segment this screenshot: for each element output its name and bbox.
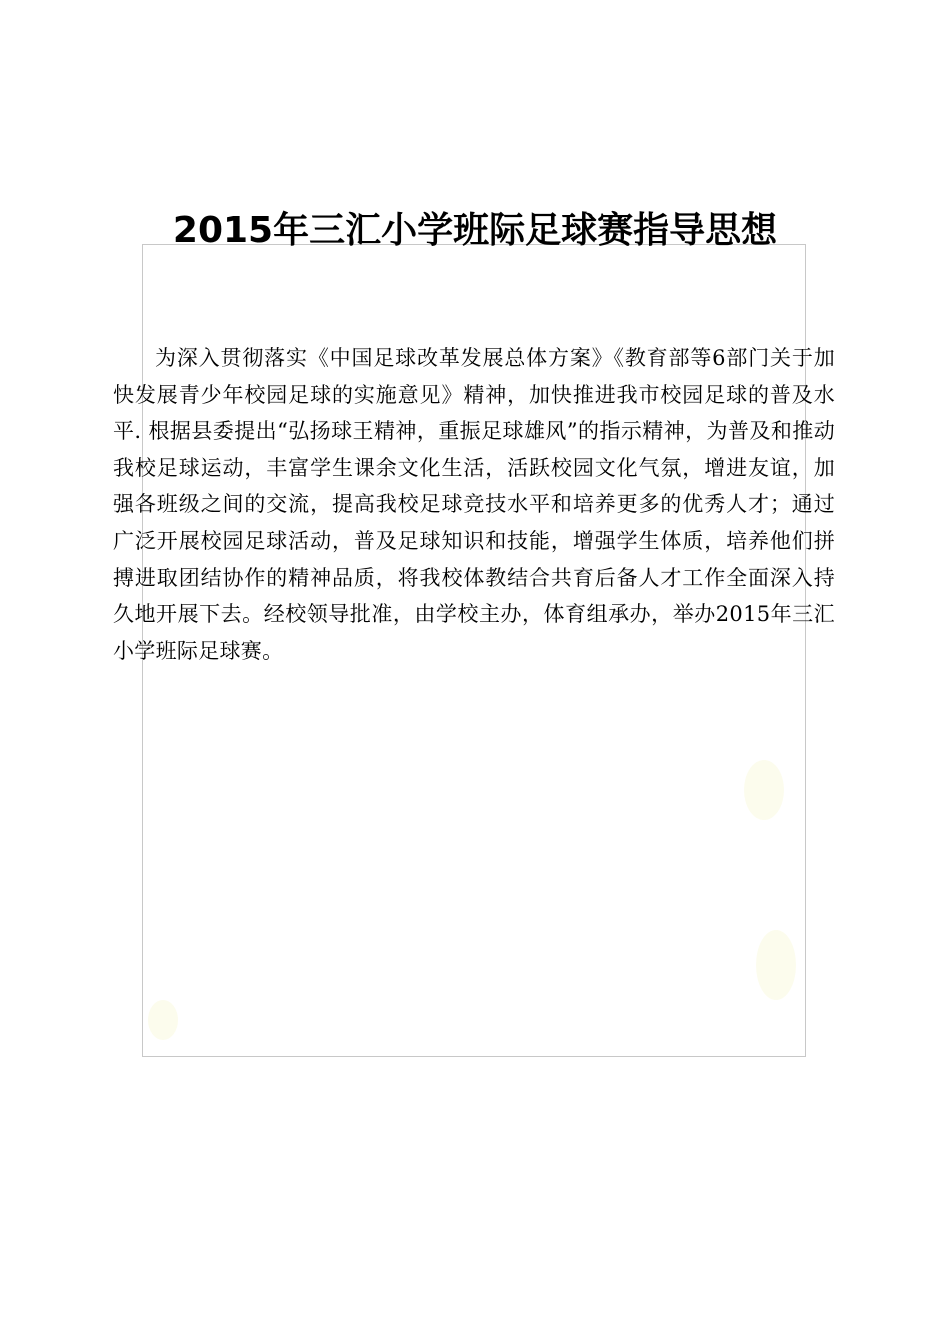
background-watermark	[756, 930, 796, 1000]
body-paragraph: 为深入贯彻落实《中国足球改革发展总体方案》《教育部等6部门关于加快发展青少年校园足球的实施意见》精神，加快推进我市校园足球的普及水平. 根据县委提出“弘扬球王精神，重振足球雄风”的指示精神，为普及和推动我校足球运动，丰富学生课余文化生活，活跃校园文化气氛，增进友谊，加强各班级之间的交流，提高我校足球竞技水平和培养更多的优秀人才；通过广泛开展校园足球活动，普及足球知识和技能，增强学生体质，培养他们拼搏进取团结协作的精神品质，将我校体教结合共育后备人才工作全面深入持久地开展下去。经校领导批准，由学校主办，体育组承办，举办2015年三汇小学班际足球赛。	[113, 346, 835, 663]
background-watermark	[148, 1000, 178, 1040]
background-watermark	[744, 760, 784, 820]
document-title: 2015年三汇小学班际足球赛指导思想	[172, 210, 778, 251]
